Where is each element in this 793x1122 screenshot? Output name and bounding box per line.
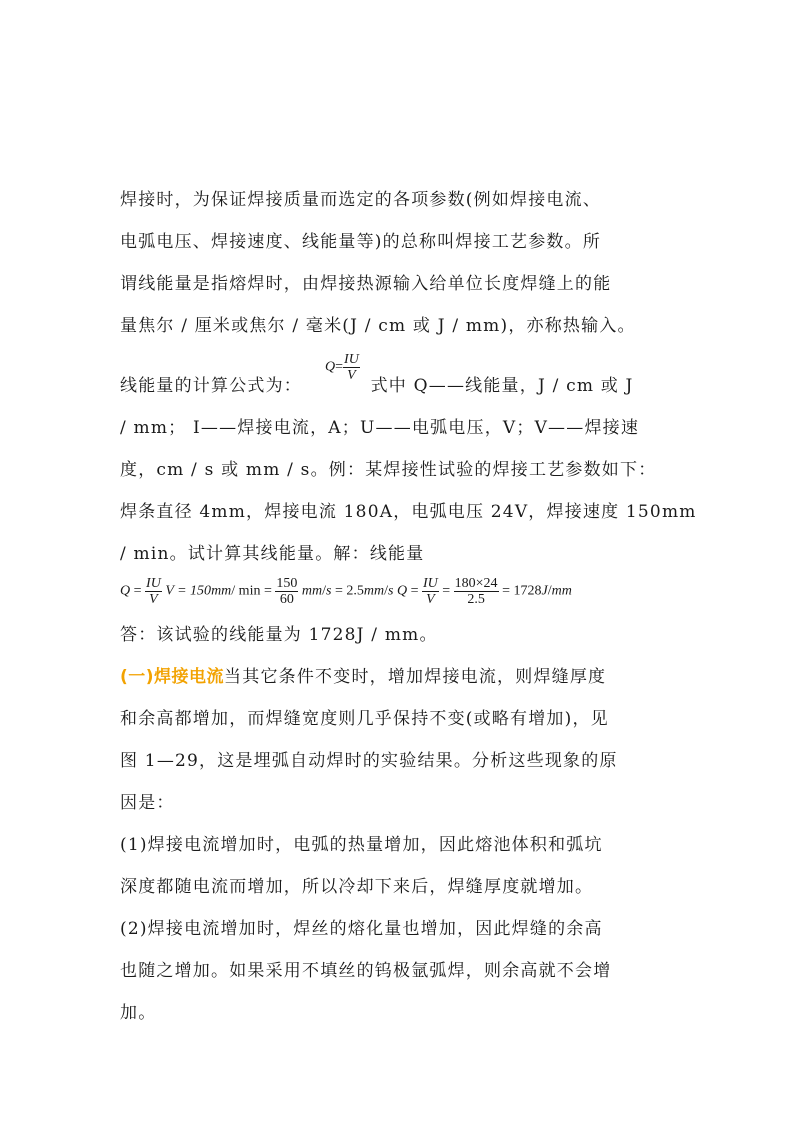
paragraph-line: 和余高都增加，而焊缝宽度则几乎保持不变(或略有增加)，见 xyxy=(120,709,609,729)
paragraph-line: 度，cm / s 或 mm / s。例：某焊接性试验的焊接工艺参数如下： xyxy=(120,460,657,480)
paragraph-line: 量焦尔 / 厘米或焦尔 / 毫米(J / cm 或 J / mm)，亦称热输入。 xyxy=(120,316,636,336)
section-line: (一)焊接电流当其它条件不变时，增加焊接电流，则焊缝厚度 xyxy=(120,667,607,687)
paragraph-line: (1)焊接电流增加时，电弧的热量增加，因此熔池体积和弧坑 xyxy=(120,835,603,855)
line-energy-formula: Q= $\frac{IU}{V}$ xyxy=(325,352,359,383)
paragraph-line: 图 1—29，这是埋弧自动焊时的实验结果。分析这些现象的原 xyxy=(120,751,618,771)
paragraph-line: 焊接时，为保证焊接质量而选定的各项参数(例如焊接电流、 xyxy=(120,190,602,210)
answer-line: 答：该试验的线能量为 1728J / mm。 xyxy=(120,625,438,645)
paragraph-line: 电弧电压、焊接速度、线能量等)的总称叫焊接工艺参数。所 xyxy=(120,232,602,252)
paragraph-line: 因是： xyxy=(120,793,175,813)
paragraph-line: / min。试计算其线能量。解：线能量 xyxy=(120,544,425,564)
paragraph-line: 加。 xyxy=(120,1003,157,1023)
calculation-formula: Q = $\frac{IU}{V}$ V = 150mm/ min = $\frac{150}{60}$ mm/s = 2.5mm/s Q = $\frac{IU}{V}$ = $\frac{180\times 24}{2.5}$ = 1728J/mm xyxy=(120,576,572,607)
paragraph-line: (2)焊接电流增加时，焊丝的熔化量也增加，因此焊缝的余高 xyxy=(120,919,603,939)
paragraph-line: 深度都随电流而增加，所以冷却下来后，焊缝厚度就增加。 xyxy=(120,877,594,897)
paragraph-line: 焊条直径 4mm，焊接电流 180A，电弧电压 24V，焊接速度 150mm xyxy=(120,502,697,522)
paragraph-line: 也随之增加。如果采用不填丝的钨极氩弧焊，则余高就不会增 xyxy=(120,961,612,981)
paragraph-line: / mm； I——焊接电流，A；U——电弧电压，V；V——焊接速 xyxy=(120,418,640,438)
formula-intro-line: 线能量的计算公式为： 式中 Q——线能量，J / cm 或 J xyxy=(120,376,634,396)
section-heading: (一)焊接电流 xyxy=(120,667,225,687)
paragraph-line: 谓线能量是指熔焊时，由焊接热源输入给单位长度焊缝上的能 xyxy=(120,274,612,294)
